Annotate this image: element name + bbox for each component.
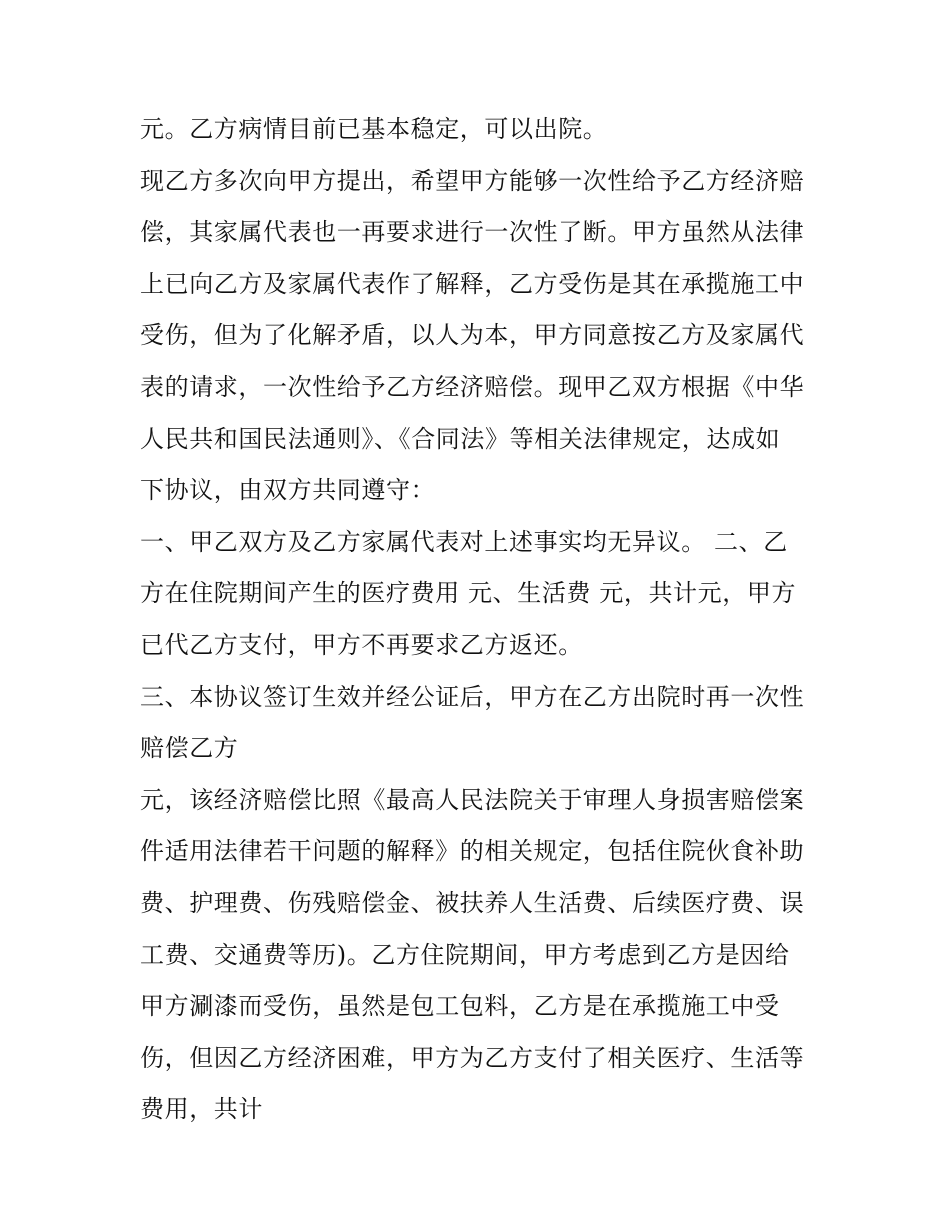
text-line: 人民共和国民法通则》、《合同法》等相关法律规定，达成如: [140, 424, 781, 453]
text-line: 上已向乙方及家属代表作了解释，乙方受伤是其在承揽施工中: [140, 269, 805, 298]
text-line: 赔偿乙方: [140, 734, 239, 763]
text-line: 一、甲乙双方及乙方家属代表对上述事实均无异议。 二、乙: [140, 527, 788, 556]
text-line: 伤，但因乙方经济困难，甲方为乙方支付了相关医疗、生活等: [140, 1043, 805, 1072]
text-line: 偿，其家属代表也一再要求进行一次性了断。甲方虽然从法律: [140, 218, 805, 247]
text-line: 甲方涮漆而受伤，虽然是包工包料，乙方是在承揽施工中受: [140, 992, 780, 1021]
text-line: 元，该经济赔偿比照《最高人民法院关于审理人身损害赔偿案: [140, 785, 805, 814]
agreement-body-text: [140, 104, 830, 1136]
text-line: 表的请求，一次性给予乙方经济赔偿。现甲乙双方根据《中华: [140, 372, 805, 401]
text-line: 工费、交通费等历)。乙方住院期间，甲方考虑到乙方是因给: [140, 940, 790, 969]
text-line: 现乙方多次向甲方提出，希望甲方能够一次性给予乙方经济赔: [140, 166, 805, 195]
text-line: 件适用法律若干问题的解释》的相关规定，包括住院伙食补助: [140, 837, 805, 866]
text-line: 方在住院期间产生的医疗费用 元、生活费 元，共计元，甲方: [140, 579, 797, 608]
text-line: 费、护理费、伤残赔偿金、被扶养人生活费、后续医疗费、误: [140, 888, 805, 917]
text-line: 受伤，但为了化解矛盾，以人为本，甲方同意按乙方及家属代: [140, 321, 805, 350]
text-line: 下协议，由双方共同遵守：: [140, 476, 436, 505]
text-line: 三、本协议签订生效并经公证后，甲方在乙方出院时再一次性: [140, 682, 805, 711]
text-line: 已代乙方支付，甲方不再要求乙方返还。: [140, 630, 583, 659]
text-line: 元。乙方病情目前已基本稳定，可以出院。: [140, 115, 608, 143]
text-line: 费用，共计: [140, 1095, 263, 1124]
